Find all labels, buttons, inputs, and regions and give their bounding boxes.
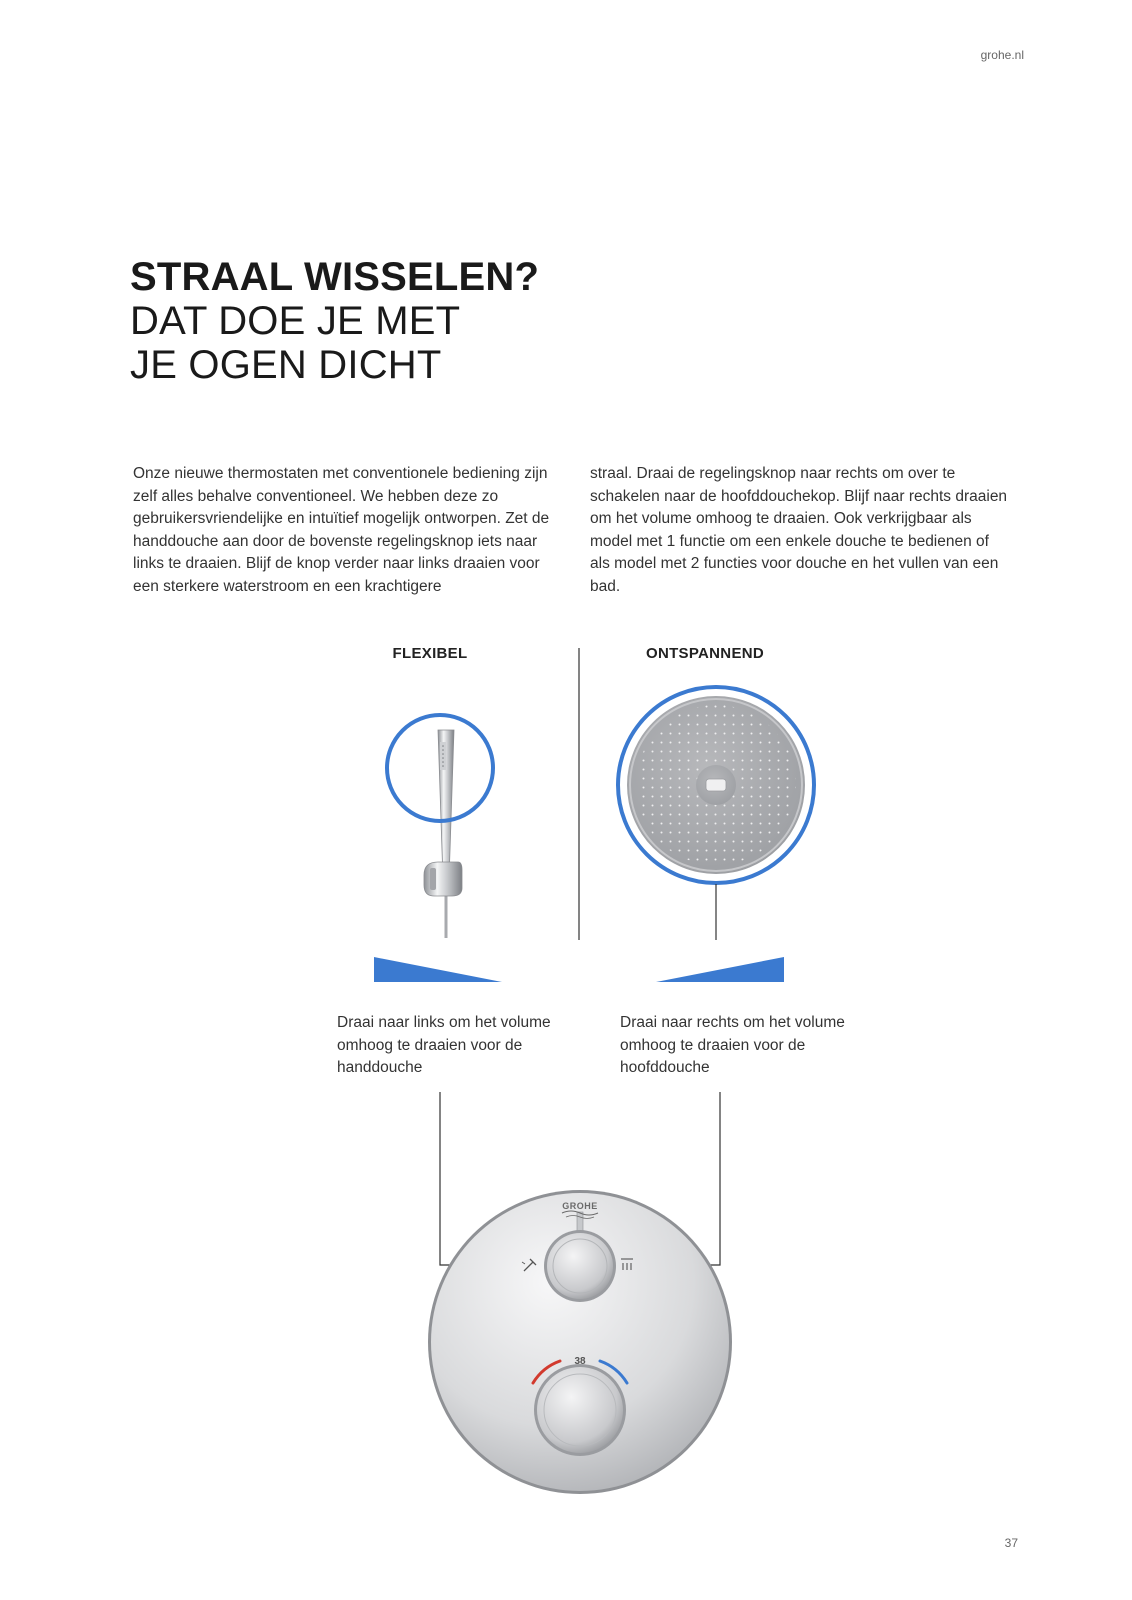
site-url: grohe.nl	[980, 48, 1024, 62]
intro-text-left: Onze nieuwe thermostaten met conventionele bediening zijn zelf alles behalve conventioneel. We hebben deze zo gebruikersvriendelijke en intuïtief mogelijk ontworpen. Zet de handdouche aan door de bovenste regelingsknop iets naar links te draaien. Blijf de knop verder naar links draaien voor een sterkere waterstroom en een krachtigere	[133, 465, 550, 595]
label-ontspannend: ONTSPANNEND	[645, 645, 765, 662]
title-line-1: STRAAL WISSELEN?	[130, 255, 540, 299]
page-number: 37	[1004, 1536, 1018, 1550]
volume-wedge-right	[656, 957, 784, 982]
head-shower-image	[627, 696, 805, 874]
title-line-2: DAT DOE JE MET	[130, 299, 461, 343]
title-line-3: JE OGEN DICHT	[130, 343, 442, 387]
intro-text-right: straal. Draai de regelingsknop naar rechts om over te schakelen naar de hoofddouchekop. Blijf naar rechts draaien om het volume omhoog te draaien. Ook verkrijgbaar als model met 1 functie om een enkele douche te bedienen of als model met 2 functies voor douche en het vullen van een bad.	[590, 465, 1008, 595]
hand-shower-image	[424, 730, 462, 938]
thermostat-brand-logo: GROHE	[562, 1201, 598, 1211]
volume-wedge-left	[374, 957, 502, 982]
thermostat-image	[428, 1190, 732, 1494]
label-flexibel: FLEXIBEL	[392, 645, 468, 662]
caption-left: Draai naar links om het volume omhoog te draaien voor de handdouche	[337, 1014, 551, 1076]
caption-right: Draai naar rechts om het volume omhoog te draaien voor de hoofddouche	[620, 1014, 845, 1076]
temperature-mark: 38	[574, 1356, 586, 1367]
